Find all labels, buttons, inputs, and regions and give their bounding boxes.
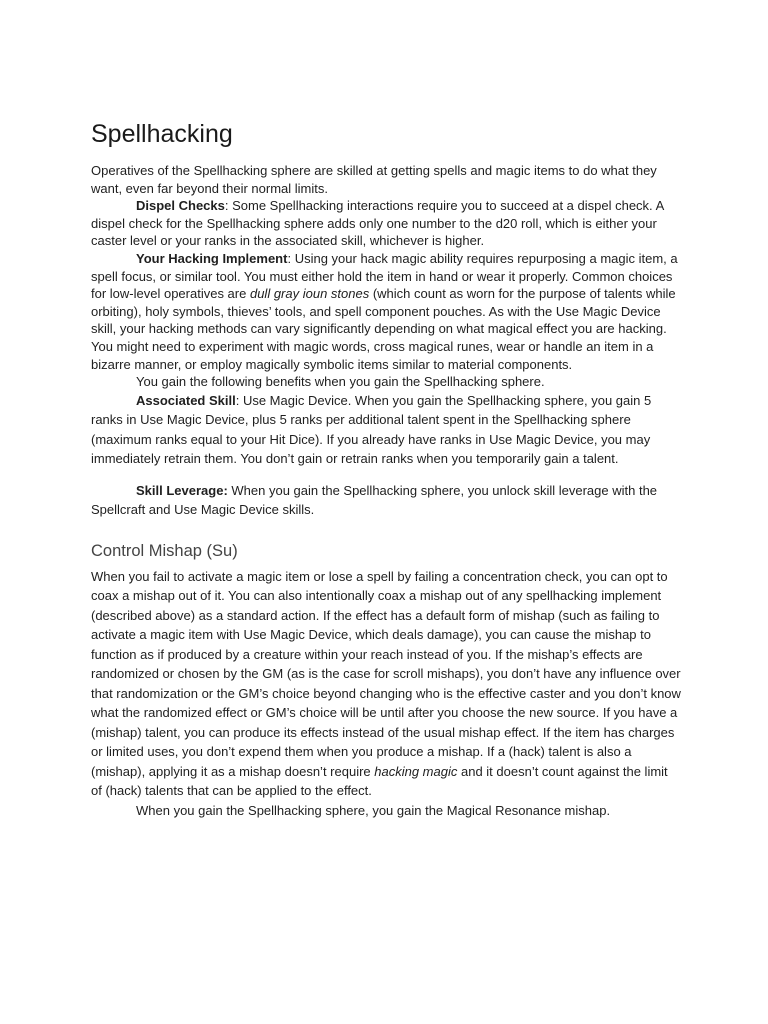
control-mishap-heading: Control Mishap (Su) — [91, 541, 238, 560]
associated-skill-paragraph — [91, 391, 681, 469]
page-title: Spellhacking — [91, 120, 233, 148]
control-mishap-text-a: When you fail to activate a magic item or lose a spell by failing a concentration check, you can opt to coax a mishap out of it. You can also intentionally coax a mishap out of any spellhacking implement (described above) as a standard action. If the effect has a default form of mishap (such as failing to activate a magic item with Use Magic Device, which deals damage), you can cause the mishap to function as if produced by a creature within your reach instead of you. If the mishap’s effects are randomized or chosen by the GM (as is the case for scroll mishaps), you don’t have any influence over that randomization or the GM’s choice beyond changing who is the effective caster and you don’t know what the randomized effect or GM’s choice will be until after you choose the new source. If you have a (mishap) talent, you can produce its effects instead of the usual mishap effect. If the item has charges or limited uses, you don’t expend them when you produce a mishap. If a (hack) talent is also a (mishap), applying it as a mishap doesn’t require — [91, 568, 681, 779]
dispel-checks-term: Dispel Checks — [136, 198, 225, 214]
dispel-checks-paragraph — [91, 197, 681, 250]
skill-leverage-text: When you gain the Spellhacking sphere, you unlock skill leverage with the Spellcraft and Use Magic Device skills. — [91, 482, 658, 518]
control-mishap-italic: hacking magic — [374, 763, 458, 779]
associated-skill-term: Associated Skill — [136, 392, 236, 408]
control-mishap-closing: When you gain the Spellhacking sphere, you gain the Magical Resonance mishap. — [136, 802, 611, 818]
document-page — [91, 118, 681, 820]
skill-leverage-paragraph — [91, 481, 681, 520]
benefits-section — [91, 391, 681, 520]
skill-leverage-term: Skill Leverage: — [136, 482, 228, 498]
hacking-implement-paragraph — [91, 250, 681, 373]
hacking-implement-text-b: (which count as worn for the purpose of talents while orbiting), holy symbols, thieves’ tools, and spell component pouches. As with the Use Magic Device skill, your hacking methods can vary significantly depending on what magical effect you are hacking. You might need to experiment with magic words, cross magical runes, wear or handle an item in a bizarre manner, or employ magically symbolic items similar to material components. — [91, 286, 676, 372]
dispel-checks-text: : Some Spellhacking interactions require you to succeed at a dispel check. A dispel check for the Spellhacking sphere adds only one number to the d20 roll, which is either your caster level or your ranks in the associated skill, whichever is higher. — [91, 198, 664, 249]
hacking-implement-italic: dull gray ioun stones — [249, 286, 370, 302]
control-mishap-paragraph — [91, 567, 681, 801]
hacking-implement-text-a: : Using your hack magic ability requires repurposing a magic item, a spell focus, or similar tool. You must either hold the item in hand or wear it properly. Common choices for low-level operatives are — [91, 250, 678, 302]
benefits-intro-paragraph: You gain the following benefits when you gain the Spellhacking sphere. — [136, 374, 545, 390]
hacking-implement-term: Your Hacking Implement — [136, 250, 288, 266]
control-mishap-text-b: and it doesn’t count against the limit of (hack) talents that can be applied to the effect. — [91, 763, 668, 799]
intro-section — [91, 162, 681, 391]
control-mishap-section — [91, 567, 681, 821]
associated-skill-text: : Use Magic Device. When you gain the Spellhacking sphere, you gain 5 ranks in Use Magic Device, plus 5 ranks per additional talent spent in the Spellhacking sphere (maximum ranks equal to your Hit Dice). If you already have ranks in Use Magic Device, you may immediately retrain them. You don’t gain or retrain ranks when you temporarily gain a talent. — [91, 392, 652, 467]
intro-paragraph: Operatives of the Spellhacking sphere are skilled at getting spells and magic items to do what they want, even far beyond their normal limits. — [91, 163, 657, 196]
